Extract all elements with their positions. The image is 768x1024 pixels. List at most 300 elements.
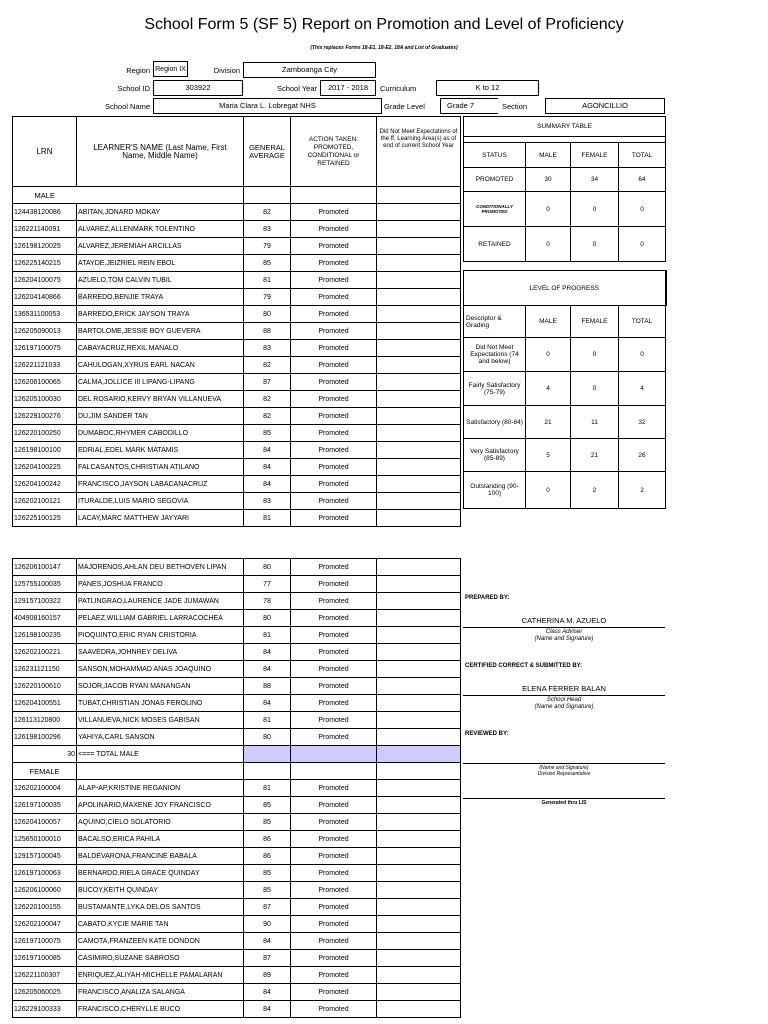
action-cell: Promoted — [291, 510, 377, 527]
lrn-cell: 125650100010 — [13, 831, 77, 848]
remarks-cell — [377, 678, 461, 695]
lrn-cell: 126204100075 — [13, 272, 77, 289]
certified-role: School Head — [546, 697, 582, 703]
lrn-cell: 126202100004 — [13, 780, 77, 797]
progress-row — [464, 439, 666, 472]
action-cell: Promoted — [291, 644, 377, 661]
remarks-cell — [377, 559, 461, 576]
school-id-value: 303922 — [153, 80, 243, 96]
name-cell: PELAEZ,WILLIAM GABRIEL LARRACOCHEA — [77, 610, 244, 627]
remarks-cell — [377, 831, 461, 848]
summary-female-cell: 0 — [571, 227, 619, 262]
remarks-cell — [377, 323, 461, 340]
average-cell: 84 — [244, 933, 291, 950]
progress-h-desc: Descriptor & Grading — [464, 306, 526, 338]
average-cell: 87 — [244, 899, 291, 916]
average-cell: 80 — [244, 610, 291, 627]
progress-total-cell: 2 — [619, 472, 666, 509]
progress-total-cell: 26 — [619, 439, 666, 472]
table-row — [13, 391, 461, 408]
average-cell: 84 — [244, 459, 291, 476]
table-row — [13, 559, 461, 576]
table-row — [13, 814, 461, 831]
table-row — [13, 442, 461, 459]
name-cell: BERNARDO,RIELA GRACE QUINDAY — [77, 865, 244, 882]
table-row — [13, 408, 461, 425]
progress-male-cell: 0 — [526, 472, 571, 509]
progress-female-cell: 11 — [571, 406, 619, 439]
remarks-cell — [377, 357, 461, 374]
summary-status-cell: CONDITIONALLY PROMOTED — [464, 192, 526, 227]
progress-title: LEVEL OF PROGRESS — [464, 271, 666, 306]
name-cell: AZUELO,TOM CALVIN TUBIL — [77, 272, 244, 289]
name-cell: ATAYDE,JEIZRIEL REIN EBOL — [77, 255, 244, 272]
male-section-label: MALE — [13, 187, 77, 204]
name-cell: BARREDO,BENJIE TRAYA — [77, 289, 244, 306]
table-row — [13, 255, 461, 272]
progress-desc-cell: Outstanding (90-100) — [464, 472, 526, 509]
table-row — [13, 678, 461, 695]
average-cell: 83 — [244, 493, 291, 510]
reviewed-role: Division Representative — [537, 771, 591, 777]
female-section-label: FEMALE — [13, 763, 77, 780]
lrn-cell: 126204100225 — [13, 459, 77, 476]
progress-h-male: MALE — [526, 306, 571, 338]
action-cell: Promoted — [291, 984, 377, 1001]
certified-note: (Name and Signature) — [534, 704, 594, 710]
learners-table-bottom — [12, 558, 461, 1018]
average-cell: 85 — [244, 797, 291, 814]
remarks-cell — [377, 476, 461, 493]
action-cell: Promoted — [291, 831, 377, 848]
name-cell: APOLINARIO,MAXENE JOY FRANCISCO — [77, 797, 244, 814]
action-cell: Promoted — [291, 627, 377, 644]
lrn-cell: 124438120086 — [13, 204, 77, 221]
lrn-cell: 126197100035 — [13, 797, 77, 814]
action-cell: Promoted — [291, 340, 377, 357]
table-row — [13, 593, 461, 610]
average-cell: 85 — [244, 882, 291, 899]
average-cell: 82 — [244, 391, 291, 408]
lrn-cell: 126231121150 — [13, 661, 77, 678]
progress-row — [464, 372, 666, 406]
average-cell: 89 — [244, 967, 291, 984]
division-label: Division — [213, 66, 240, 75]
table-row — [13, 221, 461, 238]
remarks-cell — [377, 510, 461, 527]
average-cell: 84 — [244, 644, 291, 661]
col-name: LEARNER'S NAME (Last Name, First Name, Middle Name) — [77, 117, 244, 187]
average-cell: 85 — [244, 255, 291, 272]
action-cell: Promoted — [291, 780, 377, 797]
name-cell: TUBAT,CHRISTIAN JONAS FEROLINO — [77, 695, 244, 712]
average-cell: 84 — [244, 442, 291, 459]
summary-h-total: TOTAL — [619, 143, 666, 168]
remarks-cell — [377, 238, 461, 255]
remarks-cell — [377, 289, 461, 306]
lrn-cell: 129157100322 — [13, 593, 77, 610]
name-cell: CAMOTA,FRANZEEN KATE DONDON — [77, 933, 244, 950]
table-row — [13, 289, 461, 306]
progress-female-cell: 2 — [571, 472, 619, 509]
action-cell: Promoted — [291, 814, 377, 831]
average-cell: 80 — [244, 729, 291, 746]
remarks-cell — [377, 967, 461, 984]
table-row — [13, 238, 461, 255]
reviewed-note: (Name and Signature) — [539, 765, 589, 771]
progress-h-total: TOTAL — [619, 306, 666, 338]
table-row — [13, 865, 461, 882]
average-cell: 87 — [244, 950, 291, 967]
remarks-cell — [377, 984, 461, 1001]
remarks-cell — [377, 610, 461, 627]
action-cell: Promoted — [291, 916, 377, 933]
school-id-label: School ID — [117, 84, 150, 93]
name-cell: CAHULOGAN,XYRUS EARL NACAN — [77, 357, 244, 374]
average-cell: 81 — [244, 510, 291, 527]
average-cell: 81 — [244, 780, 291, 797]
lrn-cell: 126205090013 — [13, 323, 77, 340]
remarks-cell — [377, 950, 461, 967]
name-cell: SOJOR,JACOB RYAN MANANGAN — [77, 678, 244, 695]
progress-desc-cell: Did Not Meet Expectations (74 and below) — [464, 338, 526, 372]
table-row — [13, 831, 461, 848]
average-cell: 84 — [244, 476, 291, 493]
average-cell: 88 — [244, 323, 291, 340]
average-cell: 83 — [244, 221, 291, 238]
remarks-cell — [377, 459, 461, 476]
school-name-value: Maria Clara L. Lobregat NHS — [153, 98, 382, 114]
progress-desc-cell: Satisfactory (80-84) — [464, 406, 526, 439]
average-cell: 79 — [244, 289, 291, 306]
remarks-cell — [377, 780, 461, 797]
name-cell: CALMA,JOLLICE III LIPANG-LIPANG — [77, 374, 244, 391]
remarks-cell — [377, 593, 461, 610]
lrn-cell: 126206100060 — [13, 882, 77, 899]
name-cell: CABAYACRUZ,REXIL MANALO — [77, 340, 244, 357]
action-cell: Promoted — [291, 357, 377, 374]
lrn-cell: 126229100276 — [13, 408, 77, 425]
table-row — [13, 644, 461, 661]
remarks-cell — [377, 391, 461, 408]
remarks-cell — [377, 255, 461, 272]
average-cell: 82 — [244, 204, 291, 221]
lrn-cell: 126202100047 — [13, 916, 77, 933]
average-cell: 87 — [244, 374, 291, 391]
name-cell: ALVAREZ,JEREMIAH ARCILLAS — [77, 238, 244, 255]
remarks-cell — [377, 408, 461, 425]
lrn-cell: 126204100551 — [13, 695, 77, 712]
name-cell: DU,JIM SANDER TAN — [77, 408, 244, 425]
reviewed-label: REVIEWED BY: — [465, 731, 509, 737]
prepared-line — [463, 627, 665, 628]
action-cell: Promoted — [291, 476, 377, 493]
table-row — [13, 374, 461, 391]
progress-female-cell: 0 — [571, 338, 619, 372]
total-male-label: <=== TOTAL MALE — [77, 746, 244, 763]
name-cell: FALCASANTOS,CHRISTIAN ATILANO — [77, 459, 244, 476]
summary-row — [464, 227, 666, 262]
summary-row — [464, 192, 666, 227]
progress-row — [464, 338, 666, 372]
table-row — [13, 1001, 461, 1018]
average-cell: 84 — [244, 695, 291, 712]
action-cell: Promoted — [291, 255, 377, 272]
table-row — [13, 610, 461, 627]
average-cell: 79 — [244, 238, 291, 255]
remarks-cell — [377, 712, 461, 729]
table-row — [13, 340, 461, 357]
remarks-cell — [377, 374, 461, 391]
summary-male-cell: 0 — [526, 227, 571, 262]
remarks-cell — [377, 340, 461, 357]
lrn-cell: 126206100065 — [13, 374, 77, 391]
table-row — [13, 916, 461, 933]
average-cell: 84 — [244, 1001, 291, 1018]
prepared-note: (Name and Signature) — [534, 636, 594, 642]
lrn-cell: 126197100075 — [13, 933, 77, 950]
average-cell: 86 — [244, 831, 291, 848]
page-title: School Form 5 (SF 5) Report on Promotion and Level of Proficiency — [144, 16, 624, 33]
lrn-cell: 126198120025 — [13, 238, 77, 255]
progress-male-cell: 5 — [526, 439, 571, 472]
action-cell: Promoted — [291, 865, 377, 882]
lrn-cell: 126205060025 — [13, 984, 77, 1001]
average-cell: 81 — [244, 627, 291, 644]
name-cell: AQUINO,CIELO SOLATORIO — [77, 814, 244, 831]
lrn-cell: 126204100242 — [13, 476, 77, 493]
average-cell: 84 — [244, 984, 291, 1001]
remarks-cell — [377, 899, 461, 916]
action-cell: Promoted — [291, 899, 377, 916]
action-cell: Promoted — [291, 882, 377, 899]
table-row — [13, 984, 461, 1001]
action-cell: Promoted — [291, 610, 377, 627]
progress-desc-cell: Very Satisfactory (85-89) — [464, 439, 526, 472]
table-row — [13, 510, 461, 527]
action-cell: Promoted — [291, 272, 377, 289]
table-row — [13, 712, 461, 729]
name-cell: FRANCISCO,ANALIZA SALANGA — [77, 984, 244, 1001]
name-cell: PATLINGRAO,LAURENCE JADE JUMAWAN — [77, 593, 244, 610]
progress-desc-cell: Fairly Satisfactory (75-79) — [464, 372, 526, 406]
name-cell: FRANCISCO,JAYSON LABACANACRUZ — [77, 476, 244, 493]
average-cell: 80 — [244, 559, 291, 576]
name-cell: LACAY,MARC MATTHEW JAYYARI — [77, 510, 244, 527]
lrn-cell: 126220100610 — [13, 678, 77, 695]
generated-note: Generated thru LIS — [541, 800, 587, 806]
average-cell: 88 — [244, 678, 291, 695]
average-cell: 82 — [244, 357, 291, 374]
lrn-cell: 126221140091 — [13, 221, 77, 238]
action-cell: Promoted — [291, 695, 377, 712]
name-cell: PIOQUINTO,ERIC RYAN CRISTORIA — [77, 627, 244, 644]
action-cell: Promoted — [291, 950, 377, 967]
summary-h-male: MALE — [526, 143, 571, 168]
remarks-cell — [377, 425, 461, 442]
table-row — [13, 661, 461, 678]
name-cell: PANES,JOSHUA FRANCO — [77, 576, 244, 593]
total-male-count: 30 — [13, 746, 77, 763]
summary-h-female: FEMALE — [571, 143, 619, 168]
action-cell: Promoted — [291, 661, 377, 678]
lrn-cell: 126197100085 — [13, 950, 77, 967]
col-remarks: Did Not Meet Expectations of the ff. Learning Area(s) as of end of current School Year — [377, 117, 461, 187]
name-cell: FRANCISCO,CHERYLLE BUCO — [77, 1001, 244, 1018]
remarks-cell — [377, 204, 461, 221]
lrn-cell: 126225100125 — [13, 510, 77, 527]
certified-line — [463, 695, 665, 696]
name-cell: BUSTAMANTE,LYKA DELOS SANTOS — [77, 899, 244, 916]
lrn-cell: 126221121033 — [13, 357, 77, 374]
lrn-cell: 126198100296 — [13, 729, 77, 746]
summary-male-cell: 0 — [526, 192, 571, 227]
lrn-cell: 126205100030 — [13, 391, 77, 408]
action-cell: Promoted — [291, 797, 377, 814]
name-cell: CASIMIRO,SUZANE SABROSO — [77, 950, 244, 967]
table-row — [13, 576, 461, 593]
action-cell: Promoted — [291, 493, 377, 510]
table-row — [13, 882, 461, 899]
summary-status-cell: PROMOTED — [464, 168, 526, 192]
lrn-cell: 126113120800 — [13, 712, 77, 729]
average-cell: 81 — [244, 712, 291, 729]
average-cell: 80 — [244, 306, 291, 323]
remarks-cell — [377, 1001, 461, 1018]
progress-female-cell: 21 — [571, 439, 619, 472]
table-row — [13, 323, 461, 340]
table-row — [13, 459, 461, 476]
lrn-cell: 126220100250 — [13, 425, 77, 442]
name-cell: CABATO,KYCIE MARIE TAN — [77, 916, 244, 933]
summary-total-cell: 0 — [619, 227, 666, 262]
lrn-cell: 404908160157 — [13, 610, 77, 627]
progress-male-cell: 4 — [526, 372, 571, 406]
name-cell: DEL ROSARIO,KERVY BRYAN VILLANUEVA — [77, 391, 244, 408]
table-row — [13, 695, 461, 712]
summary-title: SUMMARY TABLE — [464, 117, 666, 137]
remarks-cell — [377, 729, 461, 746]
name-cell: SANSON,MOHAMMAD ANAS JOAQUINO — [77, 661, 244, 678]
action-cell: Promoted — [291, 425, 377, 442]
name-cell: BARREDO,ERICK JAYSON TRAYA — [77, 306, 244, 323]
lrn-cell: 126198100100 — [13, 442, 77, 459]
remarks-cell — [377, 865, 461, 882]
progress-row — [464, 406, 666, 439]
lrn-cell: 126221100307 — [13, 967, 77, 984]
table-row — [13, 306, 461, 323]
average-cell: 82 — [244, 408, 291, 425]
school-year-value: 2017 - 2018 — [320, 80, 376, 96]
name-cell: BACALSO,ERICA PAHILA — [77, 831, 244, 848]
name-cell: ALVAREZ,ALLENMARK TOLENTINO — [77, 221, 244, 238]
table-row — [13, 848, 461, 865]
grade-level-value: Grade 7 — [440, 98, 498, 114]
summary-status-cell: RETAINED — [464, 227, 526, 262]
action-cell: Promoted — [291, 459, 377, 476]
lrn-cell: 126204100057 — [13, 814, 77, 831]
action-cell: Promoted — [291, 323, 377, 340]
lrn-cell: 126202100221 — [13, 644, 77, 661]
lrn-cell: 126206100147 — [13, 559, 77, 576]
action-cell: Promoted — [291, 729, 377, 746]
average-cell: 81 — [244, 272, 291, 289]
certified-label: CERTIFIED CORRECT & SUBMITTED BY: — [465, 663, 583, 669]
table-row — [13, 899, 461, 916]
remarks-cell — [377, 882, 461, 899]
table-row — [13, 950, 461, 967]
prepared-label: PREPARED BY: — [465, 595, 510, 601]
progress-male-cell: 0 — [526, 338, 571, 372]
average-cell: 85 — [244, 865, 291, 882]
summary-total-cell: 0 — [619, 192, 666, 227]
col-average: GENERAL AVERAGE — [244, 117, 291, 187]
average-cell: 77 — [244, 576, 291, 593]
section-value: AGONCILLIO — [545, 98, 665, 114]
remarks-cell — [377, 493, 461, 510]
lrn-cell: 126204140866 — [13, 289, 77, 306]
action-cell: Promoted — [291, 408, 377, 425]
average-cell: 86 — [244, 848, 291, 865]
lrn-cell: 125755100035 — [13, 576, 77, 593]
remarks-cell — [377, 695, 461, 712]
progress-total-cell: 0 — [619, 338, 666, 372]
table-row — [13, 627, 461, 644]
table-row — [13, 357, 461, 374]
table-row — [13, 476, 461, 493]
remarks-cell — [377, 221, 461, 238]
name-cell: ALAP-AP,KRISTINE REGANION — [77, 780, 244, 797]
average-cell: 83 — [244, 340, 291, 357]
name-cell: BUCOY,KEITH QUINDAY — [77, 882, 244, 899]
remarks-cell — [377, 627, 461, 644]
lrn-cell: 126197100075 — [13, 340, 77, 357]
progress-male-cell: 21 — [526, 406, 571, 439]
curriculum-value: K to 12 — [436, 80, 539, 96]
summary-male-cell: 30 — [526, 168, 571, 192]
remarks-cell — [377, 661, 461, 678]
name-cell: ABITAN,JONARD MOKAY — [77, 204, 244, 221]
table-row — [13, 729, 461, 746]
average-cell: 85 — [244, 814, 291, 831]
remarks-cell — [377, 306, 461, 323]
action-cell: Promoted — [291, 933, 377, 950]
summary-female-cell: 0 — [571, 192, 619, 227]
name-cell: ENRIQUEZ,ALIYAH-MICHELLE PAMALARAN — [77, 967, 244, 984]
lrn-cell: 126202100121 — [13, 493, 77, 510]
remarks-cell — [377, 814, 461, 831]
lrn-cell: 126198100235 — [13, 627, 77, 644]
lrn-cell: 126225140215 — [13, 255, 77, 272]
action-cell: Promoted — [291, 712, 377, 729]
summary-total-cell: 64 — [619, 168, 666, 192]
remarks-cell — [377, 797, 461, 814]
average-cell: 84 — [244, 661, 291, 678]
section-label: Section — [502, 102, 528, 111]
remarks-cell — [377, 848, 461, 865]
remarks-cell — [377, 916, 461, 933]
table-row — [13, 933, 461, 950]
action-cell: Promoted — [291, 238, 377, 255]
action-cell: Promoted — [291, 289, 377, 306]
lrn-cell: 136531100053 — [13, 306, 77, 323]
school-year-label: School Year — [276, 84, 317, 93]
progress-table — [463, 270, 667, 509]
average-cell: 90 — [244, 916, 291, 933]
name-cell: MAJORENOS,AHLAN DEU BETHOVEN LIPAN — [77, 559, 244, 576]
lrn-cell: 126220100155 — [13, 899, 77, 916]
remarks-cell — [377, 644, 461, 661]
